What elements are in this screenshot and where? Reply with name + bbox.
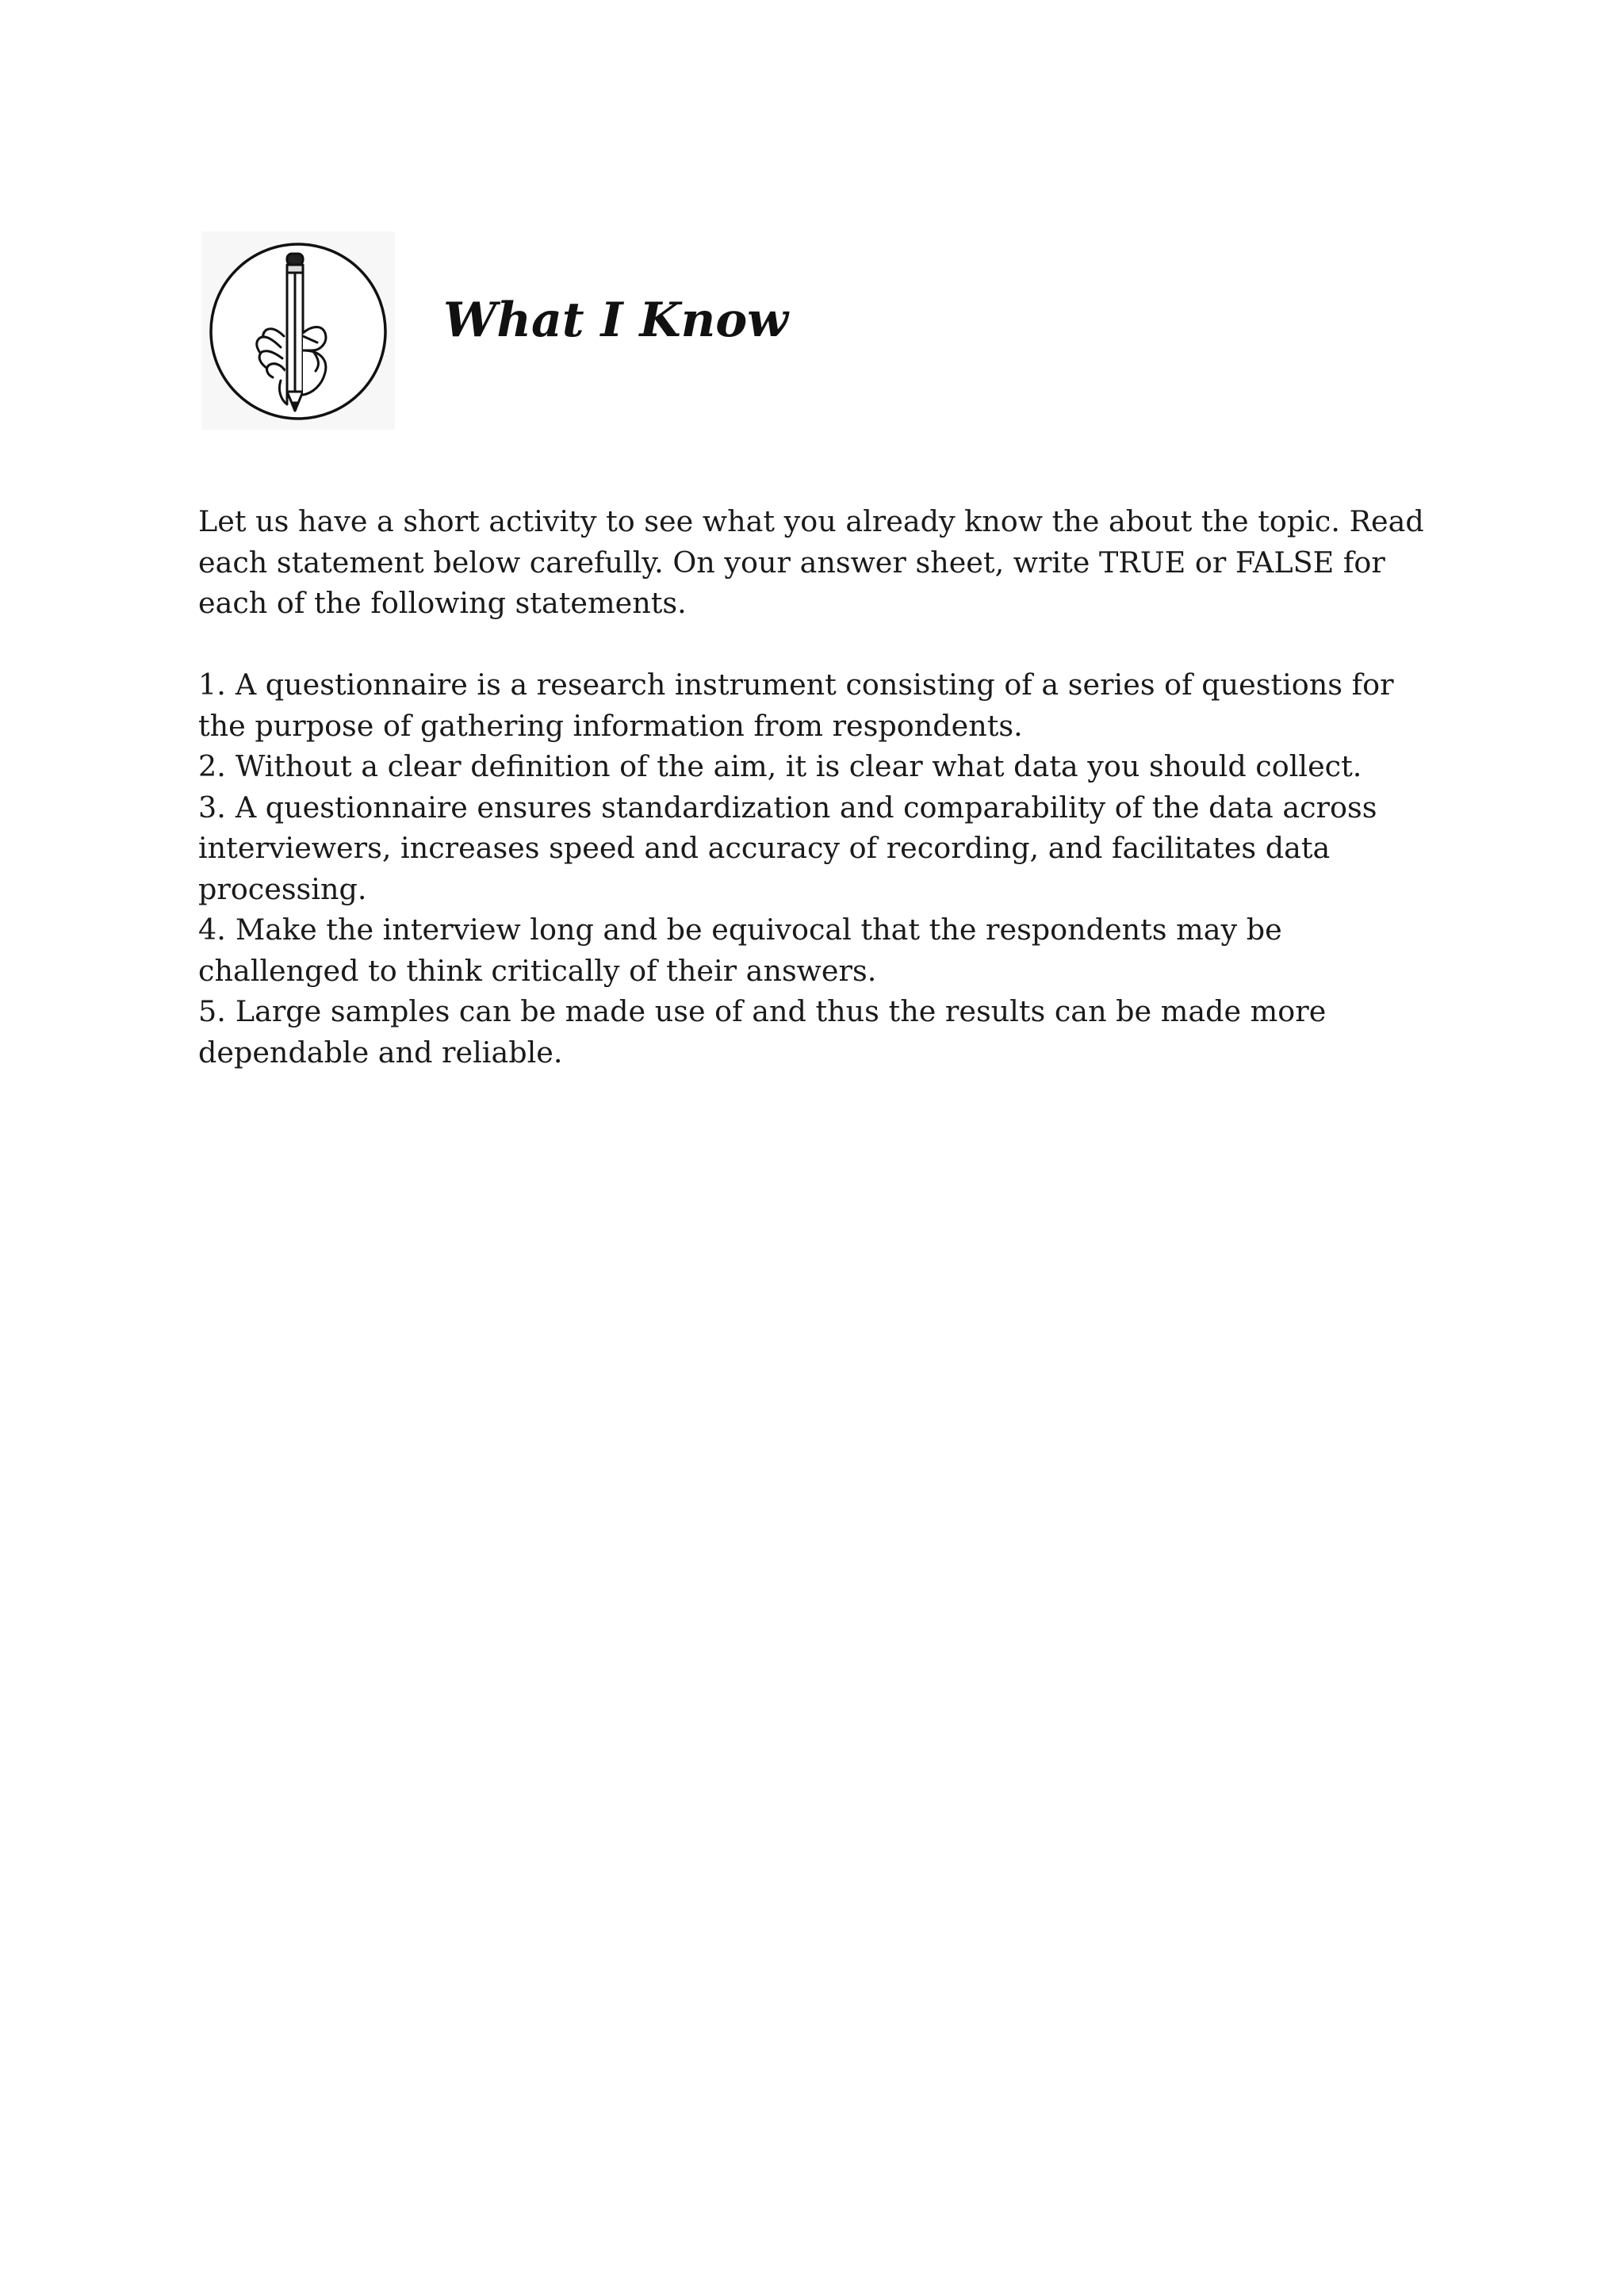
statement-text: A questionnaire is a research instrument consisting of a series of questions for the purpose of gathering information from respondents. [198, 668, 1394, 743]
statement-number: 4. [198, 913, 226, 947]
statement-list [198, 664, 1435, 1073]
statement-text: Without a clear definition of the aim, it is clear what data you should collect. [235, 749, 1362, 783]
statement-item [198, 664, 1435, 746]
statement-number: 2. [198, 749, 226, 783]
section-title: What I Know [443, 293, 788, 348]
statement-text: A questionnaire ensures standardization and comparability of the data across interviewers, increases speed and accuracy of recording, and facilitates data processing. [198, 790, 1377, 906]
statement-text: Make the interview long and be equivocal that the respondents may be challenged to think critically of their answers. [198, 913, 1282, 988]
statement-number: 3. [198, 790, 226, 825]
statement-number: 1. [198, 668, 226, 702]
instructions-paragraph: Let us have a short activity to see what you already know the about the topic. Read each statement below carefully. On your answer sheet, write TRUE or FALSE for each of the following statements. [198, 504, 1424, 620]
statement-number: 5. [198, 994, 226, 1028]
hand-holding-pencil-icon [201, 232, 395, 430]
statement-item [198, 787, 1435, 910]
statement-item [198, 991, 1435, 1073]
section-header [201, 232, 1470, 430]
statement-item [198, 746, 1435, 787]
statement-item [198, 909, 1435, 991]
statement-text: Large samples can be made use of and thus the results can be made more dependable and reliable. [198, 994, 1327, 1070]
activity-content [198, 501, 1435, 1073]
